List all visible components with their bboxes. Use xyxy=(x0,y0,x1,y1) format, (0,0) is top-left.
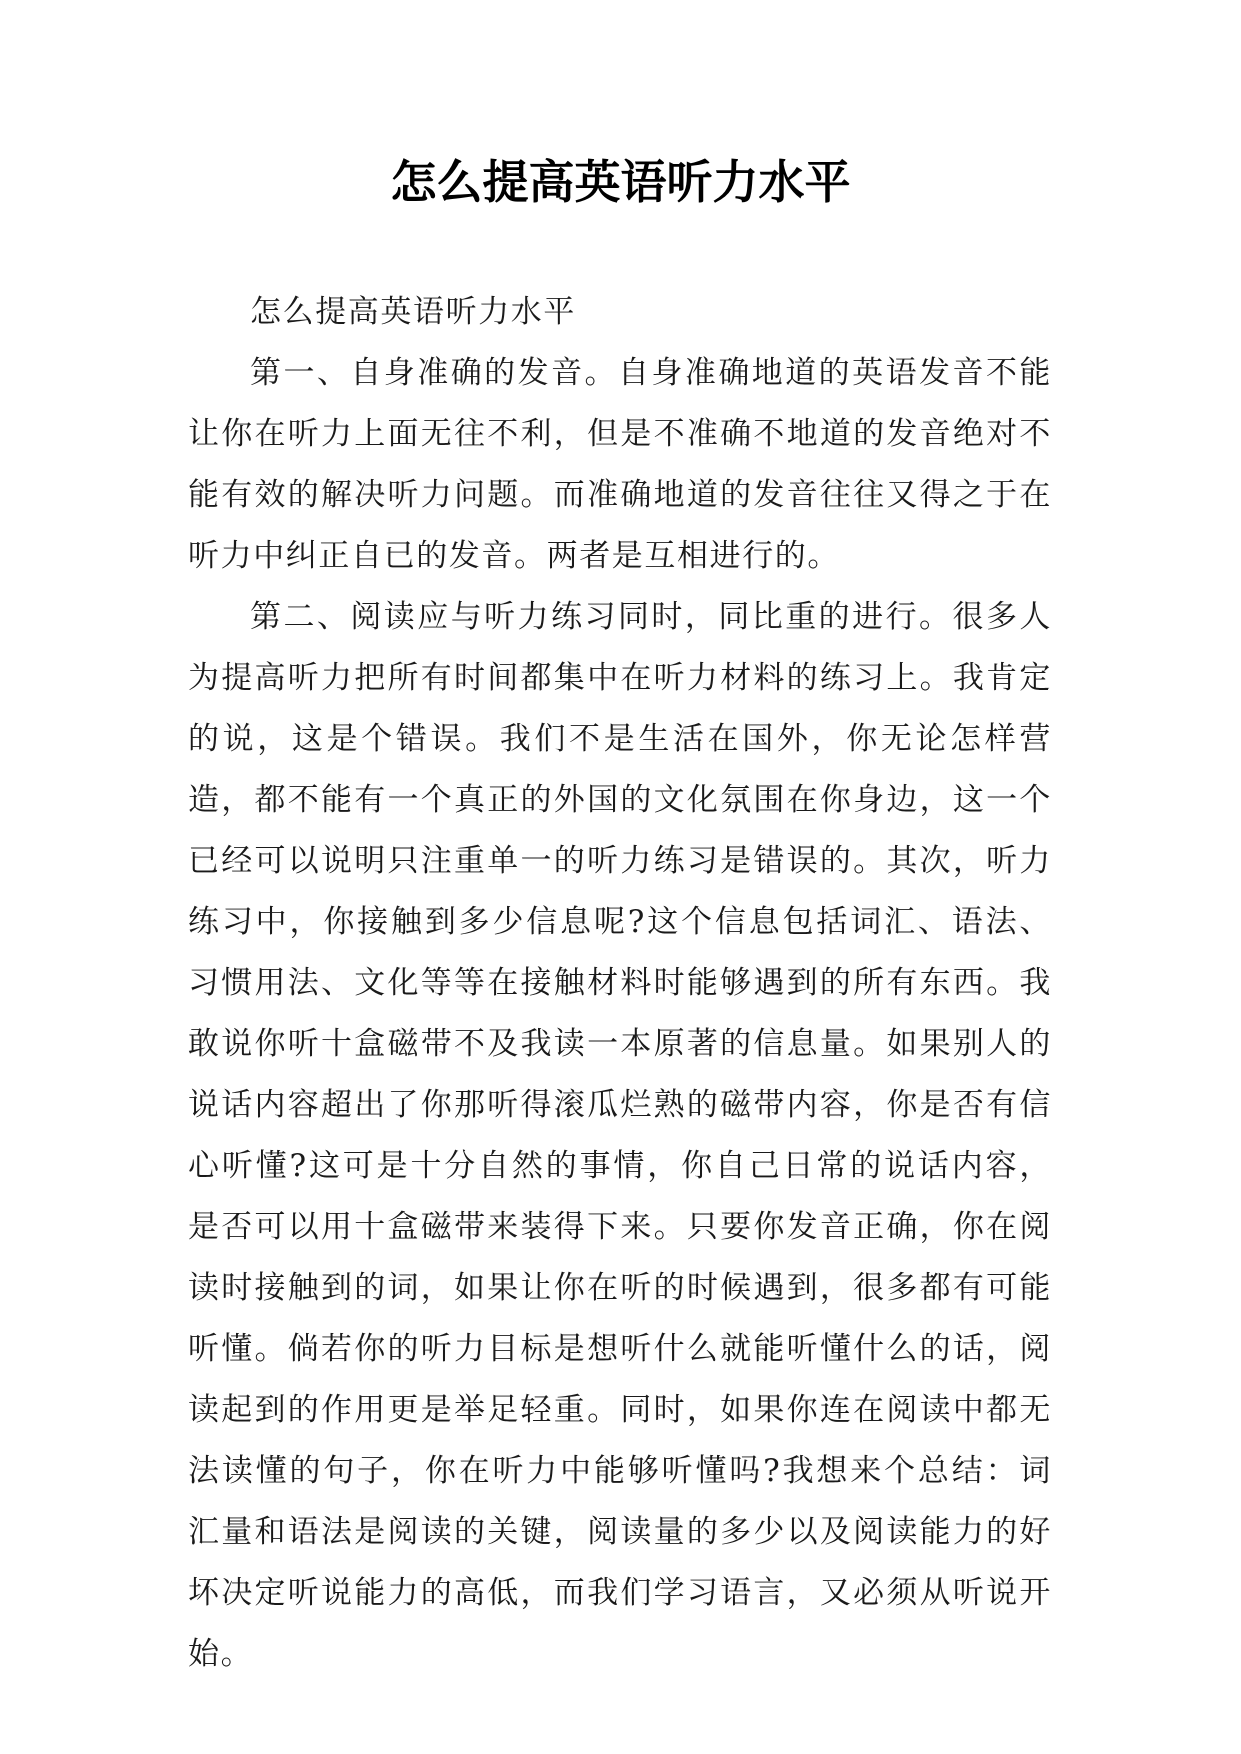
paragraph-point-two: 第二、阅读应与听力练习同时，同比重的进行。很多人为提高听力把所有时间都集中在听力材料的练习上。我肯定的说，这是个错误。我们不是生活在国外，你无论怎样营造，都不能有一个真正的外国的文化氛围在你身边，这一个已经可以说明只注重单一的听力练习是错误的。其次，听力练习中，你接触到多少信息呢?这个信息包括词汇、语法、习惯用法、文化等等在接触材料时能够遇到的所有东西。我敢说你听十盒磁带不及我读一本原著的信息量。如果别人的说话内容超出了你那听得滚瓜烂熟的磁带内容，你是否有信心听懂?这可是十分自然的事情，你自己日常的说话内容，是否可以用十盒磁带来装得下来。只要你发音正确，你在阅读时接触到的词，如果让你在听的时候遇到，很多都有可能听懂。倘若你的听力目标是想听什么就能听懂什么的话，阅读起到的作用更是举足轻重。同时，如果你连在阅读中都无法读懂的句子，你在听力中能够听懂吗?我想来个总结：词汇量和语法是阅读的关键，阅读量的多少以及阅读能力的好坏决定听说能力的高低，而我们学习语言，又必须从听说开始。 xyxy=(188,599,1052,1672)
document-title: 怎么提高英语听力水平 xyxy=(390,155,851,209)
paragraph-point-one: 第一、自身准确的发音。自身准确地道的英语发音不能让你在听力上面无往不利，但是不准确不地道的发音绝对不能有效的解决听力问题。而准确地道的发音往往又得之于在听力中纠正自已的发音。两者是互相进行的。 xyxy=(188,355,1052,574)
document-body xyxy=(188,282,1052,1685)
paragraph-heading: 怎么提高英语听力水平 xyxy=(250,294,576,330)
